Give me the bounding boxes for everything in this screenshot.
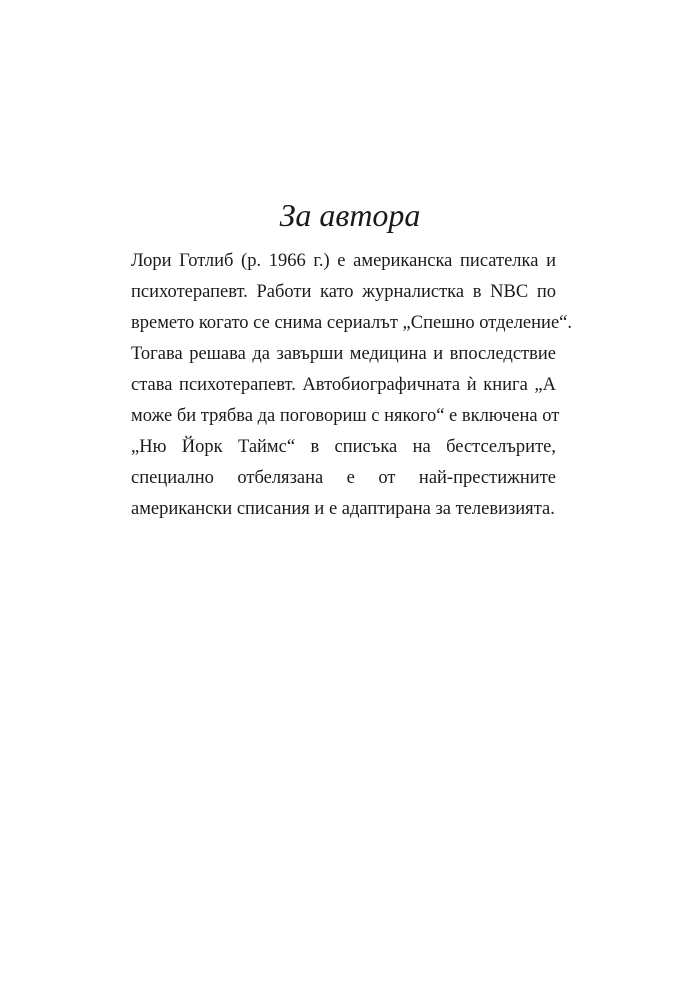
paragraph-line: времето когато се снима сериалът „Спешно отделение“.: [131, 313, 572, 333]
paragraph-line: психотерапевт. Работи като журналистка в NBC по: [131, 282, 556, 302]
paragraph-line: „Ню Йорк Таймс“ в списъка на бестселърите,: [131, 437, 556, 457]
author-bio-paragraph: [131, 246, 572, 525]
paragraph-line: може би трябва да поговориш с някого“ е включена от: [131, 406, 560, 426]
paragraph-line: Тогава решава да завърши медицина и впоследствие: [131, 344, 556, 364]
paragraph-line: специално отбелязана е от най-престижните: [131, 468, 556, 488]
paragraph-line: Лори Готлиб (р. 1966 г.) е американска писателка и: [131, 251, 556, 271]
paragraph-line: американски списания и е адаптирана за телевизията.: [131, 499, 555, 519]
page-title: За автора: [279, 197, 421, 233]
paragraph-line: става психотерапевт. Автобиографичната ѝ книга „А: [131, 375, 556, 395]
